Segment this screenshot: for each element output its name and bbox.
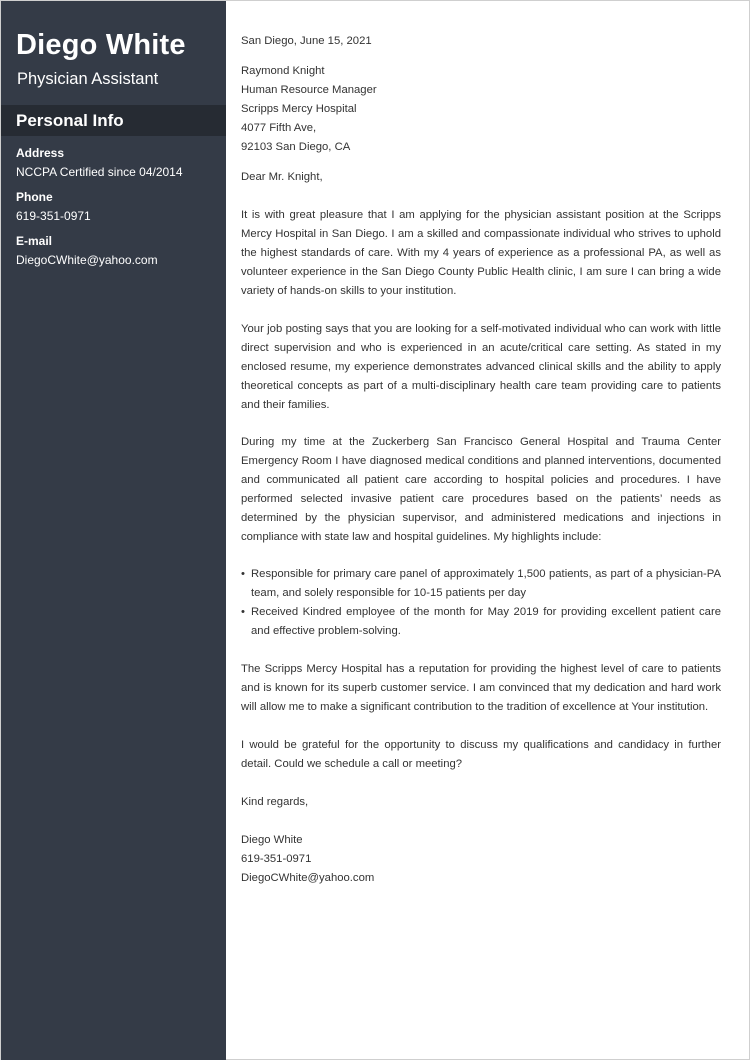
address-label: Address: [16, 146, 65, 160]
highlights-list: [241, 565, 721, 641]
paragraph-intro: It is with great pleasure that I am applying for the physician assistant position at the Scripps Mercy Hospital in San Diego. I am a skilled and compassionate individual who strives to uphold the highest standards of care. With my 4 years of experience as a professional PA, as well as volunteer experience in the San Diego County Public Health clinic, I am sure I can bring a wide variety of hands-on skills to your institution.: [241, 209, 721, 297]
date-line: San Diego, June 15, 2021: [241, 35, 372, 47]
paragraph-job-posting: Your job posting says that you are looking for a self-motivated individual who can work with little direct supervision and who is experienced in an acute/critical care setting. As stated in my enclosed resume, my experience demonstrates advanced clinical skills and the ability to apply theoretical concepts as part of a multi-disciplinary health care team providing care to patients and their families.: [241, 323, 721, 411]
personal-info-header: [1, 105, 226, 136]
applicant-role: Physician Assistant: [17, 70, 159, 88]
phone-value: 619-351-0971: [16, 209, 91, 223]
paragraph-closing-request: I would be grateful for the opportunity to discuss my qualifications and candidacy in further detail. Could we schedule a call or meeting?: [241, 739, 721, 770]
bullet-icon: •: [241, 606, 245, 618]
bullet-icon: •: [241, 568, 245, 580]
highlight-item: [241, 603, 721, 641]
paragraph-hospital: The Scripps Mercy Hospital has a reputation for providing the highest level of care to patients and is known for its superb customer service. I am convinced that my dedication and hard work will allow me to make a significant contribution to the tradition of excellence at Your institution.: [241, 663, 721, 713]
phone-label: Phone: [16, 190, 53, 204]
email-value: DiegoCWhite@yahoo.com: [16, 253, 158, 267]
signature-name: Diego White: [241, 834, 303, 846]
highlight-item: [241, 565, 721, 603]
signature-phone: 619-351-0971: [241, 853, 312, 865]
email-label: E-mail: [16, 234, 53, 248]
applicant-name: Diego White: [16, 29, 186, 61]
recipient-street: 4077 Fifth Ave,: [241, 122, 317, 134]
address-value: NCCPA Certified since 04/2014: [16, 165, 183, 179]
personal-info-title: Personal Info: [16, 111, 124, 130]
signature-email: DiegoCWhite@yahoo.com: [241, 872, 375, 884]
recipient-name: Raymond Knight: [241, 65, 325, 77]
paragraph-experience: During my time at the Zuckerberg San Francisco General Hospital and Trauma Center Emergency Room I have diagnosed medical conditions and planned interventions, documented and communicated all patient care according to hospital policies and procedures. I have performed selected invasive patient care procedures based on the patients’ needs as determined by the physician supervisor, and administered medications and injections in compliance with state law and hospital guidelines. My highlights include:: [241, 436, 721, 543]
highlight-text: Received Kindred employee of the month for May 2019 for providing excellent patient care and effective problem-solving.: [251, 606, 721, 637]
recipient-company: Scripps Mercy Hospital: [241, 103, 357, 115]
recipient-city: 92103 San Diego, CA: [241, 141, 351, 153]
closing: Kind regards,: [241, 796, 309, 808]
sidebar: [1, 1, 226, 1060]
salutation: Dear Mr. Knight,: [241, 171, 323, 183]
recipient-title: Human Resource Manager: [241, 84, 377, 96]
highlight-text: Responsible for primary care panel of approximately 1,500 patients, as part of a physician-PA team, and solely responsible for 10-15 patients per day: [251, 568, 721, 599]
